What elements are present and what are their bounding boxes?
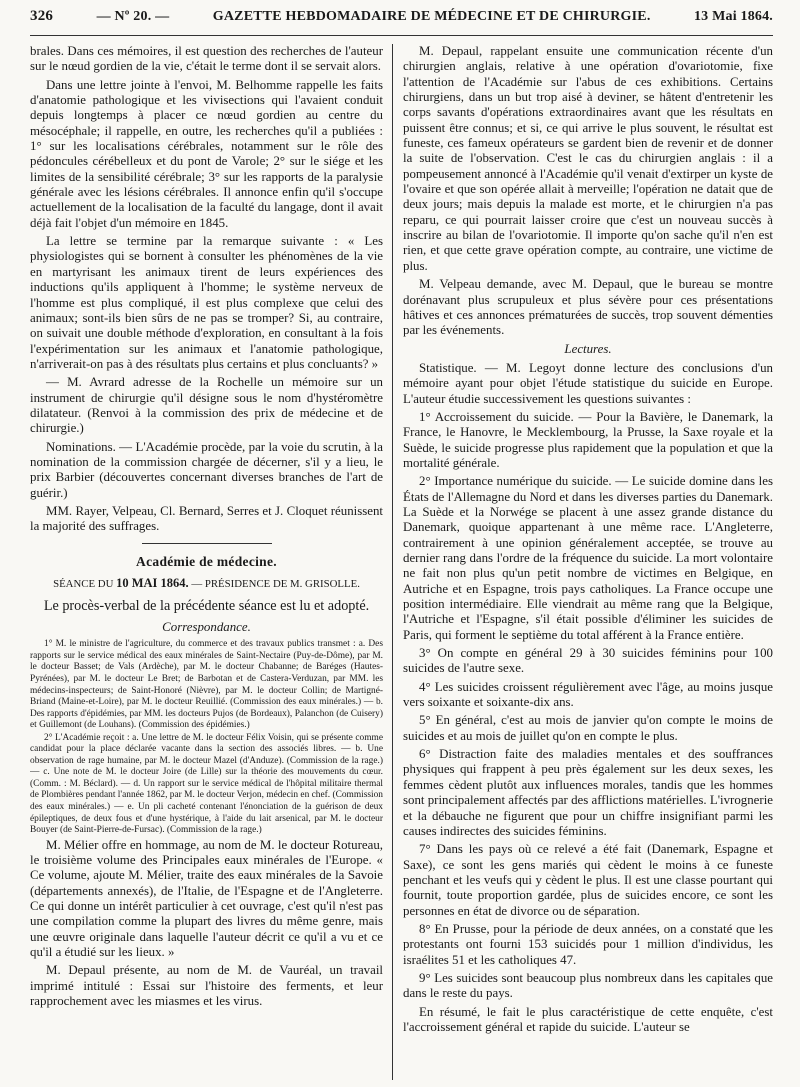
running-header xyxy=(30,0,773,36)
issue-number: — Nº 20. — xyxy=(96,9,170,24)
paragraph: M. Velpeau demande, avec M. Depaul, que le bureau se montre dorénavant plus scrupuleux et plus sévère pour ces présentations hâtives et ces annonces prématurées de succès, trop souvent démenties par les événements. xyxy=(403,277,773,338)
paragraph: Nominations. — L'Académie procède, par la voie du scrutin, à la nomination de la commission chargée de décerner, s'il y a lieu, le prix Barbier (découvertes concernant diverses branches de l'art de guérir.) xyxy=(30,439,383,500)
left-column xyxy=(30,44,392,1080)
minutes-line: Le procès-verbal de la précédente séance est lu et adopté. xyxy=(43,598,370,614)
paragraph: 2° Importance numérique du suicide. — Le suicide domine dans les États de l'Allemagne du Nord et dans les diverses parties du Danemark. La Suède et la Norwége se placent à une assez grande distance du Danemark, quoique appartenant à une même race. L'Angleterre, contrairement à une opinion généralement acceptée, se trouve au dernier rang dans l'ordre de la fréquence du suicide. La mort volontaire ne fait non plus qu'un petit nombre de victimes en Belgique, en Autriche et en Espagne, trois pays catholiques. La France occupe une position intermédiaire. Elle viendrait au même rang que la Belgique, l'Autriche et l'Espagne, s'il était possible d'éliminer les suicides de Paris, qui forment le septième du total afférent à la France entière. xyxy=(403,474,773,642)
paragraph: — M. Avrard adresse de la Rochelle un mémoire sur un instrument de chirurgie qu'il désigne sous le nom d'hystéromètre dilatateur. (Renvoi à la commission des prix de médecine et de chirurgie.) xyxy=(30,375,383,436)
paragraph: 3° On compte en général 29 à 30 suicides féminins pour 100 suicides de l'autre sexe. xyxy=(403,646,773,676)
page-number: 326 xyxy=(30,8,54,24)
paragraph: 5° En général, c'est au mois de janvier qu'on compte le moins de suicides et au mois de juillet qu'on en compte le plus. xyxy=(403,713,773,743)
subsection-title: Correspondance. xyxy=(162,620,251,634)
paragraph: MM. Rayer, Velpeau, Cl. Bernard, Serres et J. Cloquet réunissent la majorité des suffrages. xyxy=(30,503,383,534)
paragraph: brales. Dans ces mémoires, il est question des recherches de l'auteur sur le nœud gordien de la vie, c'était le terme dont il se servait alors. xyxy=(30,44,383,74)
paragraph: 6° Distraction faite des maladies mentales et des souffrances physiques qui frappent à peu près également sur les deux sexes, les femmes cèdent plutôt aux influences morales, tandis que les hommes sont principalement affectés par des afflictions matérielles. L'ivrognerie et la débauche ne figurent que pour un chiffre insignifiant parmi les causes indirectes des suicides féminins. xyxy=(403,747,773,838)
columns xyxy=(30,44,773,1080)
paragraph: M. Mélier offre en hommage, au nom de M. le docteur Rotureau, le troisième volume des Principales eaux minérales de l'Europe. « Ce volume, ajoute M. Mélier, traite des eaux minérales de la Savoie (départements annexés), de l'Italie, de l'Espagne et de l'Angleterre. Ce qui donne un intérêt particulier à cet ouvrage, c'est qu'il n'est pas une compilation comme la plupart des livres du même genre, mais une œuvre originale dans laquelle l'auteur décrit ce qu'il a vu et ce qu'il a étudié sur les lieux. » xyxy=(30,837,383,960)
issue-date: 13 Mai 1864. xyxy=(693,9,773,24)
section-divider xyxy=(142,543,272,544)
subsection-title: Lectures. xyxy=(564,341,612,356)
paragraph: M. Depaul présente, au nom de M. de Vauréal, un travail imprimé intitulé : Essai sur l'histoire des ferments, et leur rapprochement avec les miasmes et les virus. xyxy=(30,963,383,1009)
paragraph: 8° En Prusse, pour la période de deux années, on a constaté que les protestants ont fourni 153 suicidés pour 1 million d'individus, les israélites 51 et les catholiques 47. xyxy=(403,921,773,967)
correspondence-item: 2° L'Académie reçoit : a. Une lettre de M. le docteur Félix Voisin, qui se présente comme candidat pour la place déclarée vacante dans la section des associés libres. — b. Une observation de rage humaine, par M. le docteur Mazel (d'Anduze). (Commission de la rage.) — c. Une note de M. le docteur Joire (de Lille) sur la théorie des mouvements du cœur. (Comm. : M. Béclard). — d. Un rapport sur le service médical de l'hôpital militaire thermal de Plombières pendant l'année 1862, par M. le docteur Verjon, médecin en chef. (Commission des eaux minérales.) — e. Un pli cacheté contenant l'énonciation de la guérison de deux épileptiques, de deux fous et d'une hystérique, à l'aide du lait arsenical, par M. le docteur Bouyer (de Saint-Pierre-de-Fursac). (Commission de la rage.) xyxy=(30,732,383,836)
session-line: SÉANCE DU 10 MAI 1864. — PRÉSIDENCE DE M. GRISOLLE. xyxy=(53,575,360,590)
paragraph: 4° Les suicides croissent régulièrement avec l'âge, au moins jusque vers soixante et soixante-dix ans. xyxy=(403,679,773,710)
correspondence-item: 1° M. le ministre de l'agriculture, du commerce et des travaux publics transmet : a. Des rapports sur le service médical des eaux minérales de Saint-Nectaire (Puy-de-Dôme), par M. le docteur Basset; de Vals (Ardèche), par M. le docteur Chabanne; de Baréges (Hautes-Pyrénées), par M. le docteur Le Bret; de Barbotan et de Castera-Verduzan, par MM. les médecins-inspecteurs; de Saint-Honoré (Nièvre), par M. le docteur Collin; de Martigné-Briand (Maine-et-Loire), par M. le docteur Reuillié. (Commission des eaux minérales.) — b. Des rapports d'épidémies, par MM. les docteurs Pujos (de Bordeaux), Palanchon (de Cuisery) et Guillemont (de Louhans). (Commission des épidémies.) xyxy=(30,639,383,731)
paragraph: 7° Dans les pays où ce relevé a été fait (Danemark, Espagne et Saxe), ce sont les gens mariés qui cèdent le moins à ce funeste penchant et les veufs qui y cèdent le plus. Il est une classe pourtant qui fournit, toute proportion gardée, plus de suicides encore, ce sont les personnes en état de divorce ou de séparation. xyxy=(403,842,773,918)
section-title: Académie de médecine. xyxy=(136,553,277,569)
paragraph: En résumé, le fait le plus caractéristique de cette enquête, c'est l'accroissement général et rapide du suicide. L'auteur se xyxy=(403,1004,773,1034)
paragraph: 1° Accroissement du suicide. — Pour la Bavière, le Danemark, la France, le Hanovre, le Mecklembourg, la Prusse, la Saxe royale et la Suède, le suicide progresse plus rapidement que la population et que la mortalité générale. xyxy=(403,409,773,470)
paragraph: La lettre se termine par la remarque suivante : « Les physiologistes qui se bornent à consulter les phénomènes de la vie en martyrisant les animaux tirent de leurs expériences des inductions qu'ils appliquent à l'homme; le système nerveux de l'homme est plus compliqué, il est plus complexe que celui des animaux; sont-ils bien sûrs de ne pas se tromper? Si, au contraire, on suivait une double méthode d'exploration, en consultant à la fois l'expérimentation sur les animaux et l'anatomie pathologique, n'arriverait-on pas à des résultats plus certains et plus concluants? » xyxy=(30,234,383,371)
right-column xyxy=(392,44,773,1080)
paragraph: Statistique. — M. Legoyt donne lecture des conclusions d'un mémoire ayant pour objet l'étude statistique du suicide en Europe. L'auteur étudie successivement les questions suivantes : xyxy=(403,360,773,406)
paragraph: Dans une lettre jointe à l'envoi, M. Belhomme rappelle les faits d'anatomie pathologique et les vivisections qui l'avaient conduit depuis longtemps à placer ce nœud gordien au centre du mésocéphale; il rappelle, en outre, les recherches qu'il a publiées : 1° sur les localisations cérébrales, notamment sur le rôle des pédoncules cérébelleux et du pont de Varole; 2° sur le siége et les limites de la sensibilité cérébrale; 3° sur les rapports de la paralysie générale avec les lésions cérébrales. Il annonce enfin qu'il s'occupe actuellement de la localisation de la faculté du langage, dont il avait déjà fait l'objet d'un mémoire en 1845. xyxy=(30,77,383,230)
paragraph: 9° Les suicides sont beaucoup plus nombreux dans les capitales que dans le reste du pays. xyxy=(403,970,773,1001)
paragraph: M. Depaul, rappelant ensuite une communication récente d'un chirurgien anglais, relative à une opération d'ovariotomie, fixe l'attention de l'Académie sur l'abus de ces exhibitions. Certains chirurgiens, dans un but trop aisé à deviner, se hâtent d'entretenir les corps savants d'opérations extraordinaires avant que les résultats en puissent être connus; et si, ce qui arrive le plus souvent, le résultat est funeste, ces fameux opérateurs se gardent bien de revenir et de donner la suite de l'observation. C'est le cas du chirurgien anglais : il a pompeusement annoncé à l'Académie qu'il venait d'extirper un kyste de l'ovaire et que son opérée allait à merveille; l'opération ne datait que de deux jours; mais depuis la malade est morte, et le chirurgien n'a pas reparu, ce qui pourrait laisser croire que c'est un nouveau succès à inscrire au bilan de l'ovariotomie. Il importe qu'on sache qu'il n'en est rien, et que cette grave opération compte, au contraire, une victime de plus. xyxy=(403,44,773,273)
journal-title: GAZETTE HEBDOMADAIRE DE MÉDECINE ET DE CHIRURGIE. xyxy=(212,9,651,24)
